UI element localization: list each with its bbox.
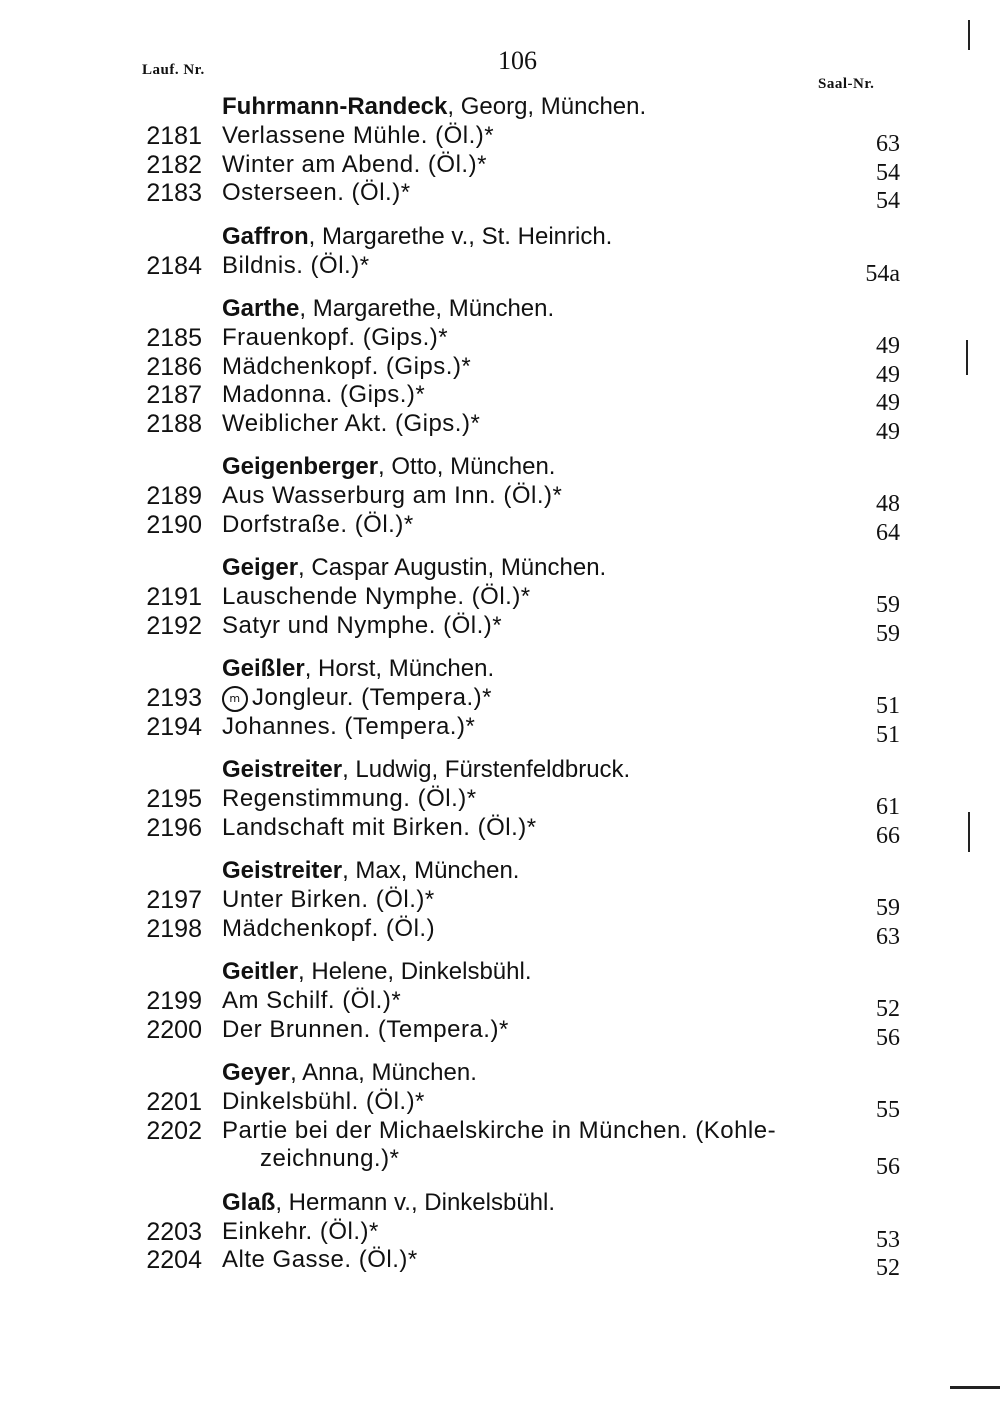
- artist-details: , Georg, München.: [447, 93, 647, 120]
- saal-number: 49: [876, 333, 900, 359]
- artwork-title-line: [222, 915, 435, 944]
- artwork-title-line: [222, 1218, 379, 1247]
- lauf-number: 2182: [146, 150, 202, 179]
- artist-details: , Ludwig, Fürstenfeldbruck.: [342, 756, 631, 783]
- saal-number: 54a: [865, 260, 900, 287]
- artwork-entry: [0, 1246, 1000, 1281]
- artwork-title: Einkehr. (Öl.)*: [222, 1217, 379, 1245]
- saal-number: 54: [876, 188, 900, 214]
- saal-number: 51: [876, 721, 900, 748]
- artwork-title-continuation: zeichnung.)*: [260, 1145, 400, 1172]
- artwork-title-line: [222, 987, 401, 1016]
- artist-name: Geistreiter: [222, 857, 343, 884]
- artist-details: , Max, München.: [342, 857, 520, 884]
- artist-details: , Margarethe, München.: [299, 295, 555, 322]
- artwork-title-line: [222, 1117, 776, 1174]
- artist-name: Garthe: [222, 295, 300, 322]
- artwork-title: Am Schilf. (Öl.)*: [222, 987, 402, 1014]
- artwork-title: Johannes. (Tempera.)*: [222, 712, 476, 740]
- artwork-title-line: [222, 252, 370, 281]
- artist-heading: [222, 1188, 1000, 1218]
- artwork-title: Mädchenkopf. (Öl.): [222, 914, 436, 942]
- artwork-title-line: [222, 353, 471, 382]
- header-lauf-nr: Lauf. Nr.: [142, 62, 205, 78]
- artwork-title: Unter Birken. (Öl.)*: [222, 886, 435, 913]
- saal-number: 63: [876, 131, 900, 157]
- artwork-entry: [0, 684, 1000, 719]
- artwork-entry: [0, 352, 1000, 388]
- artwork-entry: [0, 251, 1000, 287]
- artwork-title-line: [222, 785, 477, 814]
- artist-heading: [222, 92, 1000, 122]
- artist-heading: [222, 222, 1000, 252]
- lauf-number: 2184: [146, 251, 202, 280]
- lauf-number: 2186: [146, 352, 202, 381]
- artwork-title: Aus Wasserburg am Inn. (Öl.)*: [222, 482, 563, 509]
- lauf-number: 2183: [146, 179, 202, 207]
- artist-heading: [222, 1058, 1000, 1088]
- scan-edge-mark: [968, 812, 970, 852]
- header-saal-nr: Saal-Nr.: [818, 76, 875, 92]
- artist-heading: [222, 856, 1000, 886]
- artist-name: Gaffron: [222, 222, 309, 250]
- artist-details: , Horst, München.: [304, 655, 495, 682]
- artwork-entry: [0, 813, 1000, 849]
- lauf-number: 2199: [146, 987, 202, 1015]
- saal-number: 49: [876, 361, 900, 388]
- artwork-entry: [0, 914, 1000, 950]
- artwork-title-line: [222, 1016, 509, 1045]
- artist-heading: [222, 755, 1000, 785]
- lauf-number: 2198: [146, 914, 202, 943]
- lauf-number: 2191: [146, 583, 202, 611]
- artwork-title: Weiblicher Akt. (Gips.)*: [222, 409, 481, 437]
- artwork-entry: [0, 324, 1000, 359]
- artwork-entry: [0, 611, 1000, 647]
- artwork-title: Verlassene Mühle. (Öl.)*: [222, 122, 495, 149]
- saal-number: 64: [876, 519, 900, 546]
- artist-name: Geißler: [222, 655, 305, 682]
- artist-details: , Anna, München.: [290, 1059, 477, 1086]
- saal-number: 56: [876, 1153, 900, 1180]
- catalog-entries: [0, 92, 1000, 1281]
- artwork-entry: [0, 785, 1000, 820]
- artwork-title: Lauschende Nymphe. (Öl.)*: [222, 583, 531, 610]
- artwork-title: Alte Gasse. (Öl.)*: [222, 1246, 418, 1273]
- artwork-title: Satyr und Nymphe. (Öl.)*: [222, 611, 503, 639]
- artist-name: Fuhrmann-Randeck: [222, 93, 448, 120]
- artist-details: , Otto, München.: [378, 453, 556, 480]
- artist-name: Geiger: [222, 554, 299, 581]
- artwork-title: Regenstimmung. (Öl.)*: [222, 785, 477, 812]
- artwork-entry: [0, 712, 1000, 748]
- saal-number: 66: [876, 822, 900, 849]
- saal-number: 53: [876, 1226, 900, 1253]
- monogram-mark-icon: m: [222, 686, 248, 712]
- lauf-number: 2185: [146, 324, 202, 352]
- saal-number: 63: [876, 923, 900, 950]
- lauf-number: 2202: [146, 1116, 202, 1145]
- artwork-title-line: [222, 713, 475, 742]
- artwork-entry: [0, 1088, 1000, 1123]
- saal-number: 49: [876, 418, 900, 445]
- lauf-number: 2189: [146, 482, 202, 510]
- saal-number: 59: [876, 592, 900, 618]
- saal-number: 59: [876, 895, 900, 921]
- artist-details: , Margarethe v., St. Heinrich.: [308, 222, 613, 250]
- saal-number: 61: [876, 794, 900, 820]
- saal-number: 55: [876, 1097, 900, 1123]
- artwork-title: Frauenkopf. (Gips.)*: [222, 324, 449, 351]
- artwork-entry: [0, 122, 1000, 157]
- lauf-number: 2194: [146, 712, 202, 741]
- artwork-entry: [0, 409, 1000, 445]
- artist-heading: [222, 957, 1000, 987]
- artwork-entry: [0, 482, 1000, 517]
- artist-heading: [222, 452, 1000, 482]
- artwork-title: Partie bei der Michaelskirche in München. (Kohle-: [222, 1116, 777, 1144]
- artist-heading: [222, 654, 1000, 684]
- saal-number: 56: [876, 1024, 900, 1051]
- artist-details: , Hermann v., Dinkelsbühl.: [275, 1188, 556, 1216]
- artwork-title-line: [222, 179, 411, 208]
- scan-edge-mark: [968, 20, 970, 50]
- lauf-number: 2203: [146, 1217, 202, 1246]
- artist-details: , Caspar Augustin, München.: [298, 554, 607, 581]
- artwork-entry: [0, 987, 1000, 1022]
- artwork-entry: [0, 381, 1000, 416]
- saal-number: 49: [876, 390, 900, 416]
- artwork-entry: [0, 886, 1000, 921]
- artwork-title-line: [222, 814, 537, 843]
- saal-number: 52: [876, 1255, 900, 1281]
- artwork-title: Dinkelsbühl. (Öl.)*: [222, 1088, 425, 1115]
- artist-name: Geyer: [222, 1059, 291, 1086]
- lauf-number: 2196: [146, 813, 202, 842]
- artwork-title-line: [222, 684, 492, 713]
- artwork-entry: [0, 510, 1000, 546]
- artwork-title: Mädchenkopf. (Gips.)*: [222, 352, 472, 380]
- artwork-entry: [0, 583, 1000, 618]
- artwork-title-line: [222, 381, 425, 410]
- artwork-title: Landschaft mit Birken. (Öl.)*: [222, 813, 537, 841]
- lauf-number: 2192: [146, 611, 202, 640]
- saal-number: 54: [876, 159, 900, 186]
- artist-details: , Helene, Dinkelsbühl.: [298, 958, 532, 985]
- artist-name: Geistreiter: [222, 756, 343, 783]
- artist-name: Geigenberger: [222, 453, 379, 480]
- saal-number: 48: [876, 491, 900, 517]
- lauf-number: 2195: [146, 785, 202, 813]
- artwork-title-line: [222, 410, 480, 439]
- lauf-number: 2200: [146, 1015, 202, 1044]
- lauf-number: 2204: [146, 1246, 202, 1274]
- artwork-title: Winter am Abend. (Öl.)*: [222, 150, 487, 178]
- scan-edge-mark: [950, 1386, 1000, 1389]
- lauf-number: 2187: [146, 381, 202, 409]
- saal-number: 51: [876, 693, 900, 719]
- lauf-number: 2181: [146, 122, 202, 150]
- scan-edge-mark: [966, 340, 968, 375]
- artwork-title-line: [222, 511, 414, 540]
- artwork-title: Madonna. (Gips.)*: [222, 381, 426, 408]
- artwork-entry: [0, 179, 1000, 214]
- lauf-number: 2197: [146, 886, 202, 914]
- artwork-entry: [0, 1015, 1000, 1051]
- artwork-title: Der Brunnen. (Tempera.)*: [222, 1015, 509, 1043]
- artwork-entry: [0, 1217, 1000, 1253]
- artist-heading: [222, 553, 1000, 583]
- artwork-title-line: [222, 612, 502, 641]
- artwork-title-line: [222, 886, 435, 915]
- artist-name: Glaß: [222, 1188, 276, 1216]
- saal-number: 52: [876, 996, 900, 1022]
- saal-number: 59: [876, 620, 900, 647]
- page-number: 106: [498, 46, 537, 75]
- lauf-number: 2190: [146, 510, 202, 539]
- artwork-entry: [0, 150, 1000, 186]
- artwork-title-line: [222, 324, 448, 353]
- artwork-title: Osterseen. (Öl.)*: [222, 179, 411, 206]
- artist-name: Geitler: [222, 958, 299, 985]
- artist-heading: [222, 294, 1000, 324]
- lauf-number: 2201: [146, 1088, 202, 1116]
- artwork-title-line: [222, 1246, 418, 1275]
- artwork-title-line: [222, 122, 494, 151]
- lauf-number: 2193: [146, 684, 202, 712]
- artwork-title-line: [222, 151, 487, 180]
- artwork-title: Dorfstraße. (Öl.)*: [222, 510, 414, 538]
- artwork-title-line: [222, 482, 562, 511]
- lauf-number: 2188: [146, 409, 202, 438]
- artwork-title: Jongleur. (Tempera.)*: [252, 684, 492, 711]
- artwork-title-line: [222, 583, 531, 612]
- artwork-title-line: [222, 1088, 425, 1117]
- artwork-title: Bildnis. (Öl.)*: [222, 251, 370, 279]
- artwork-entry: [0, 1116, 1000, 1180]
